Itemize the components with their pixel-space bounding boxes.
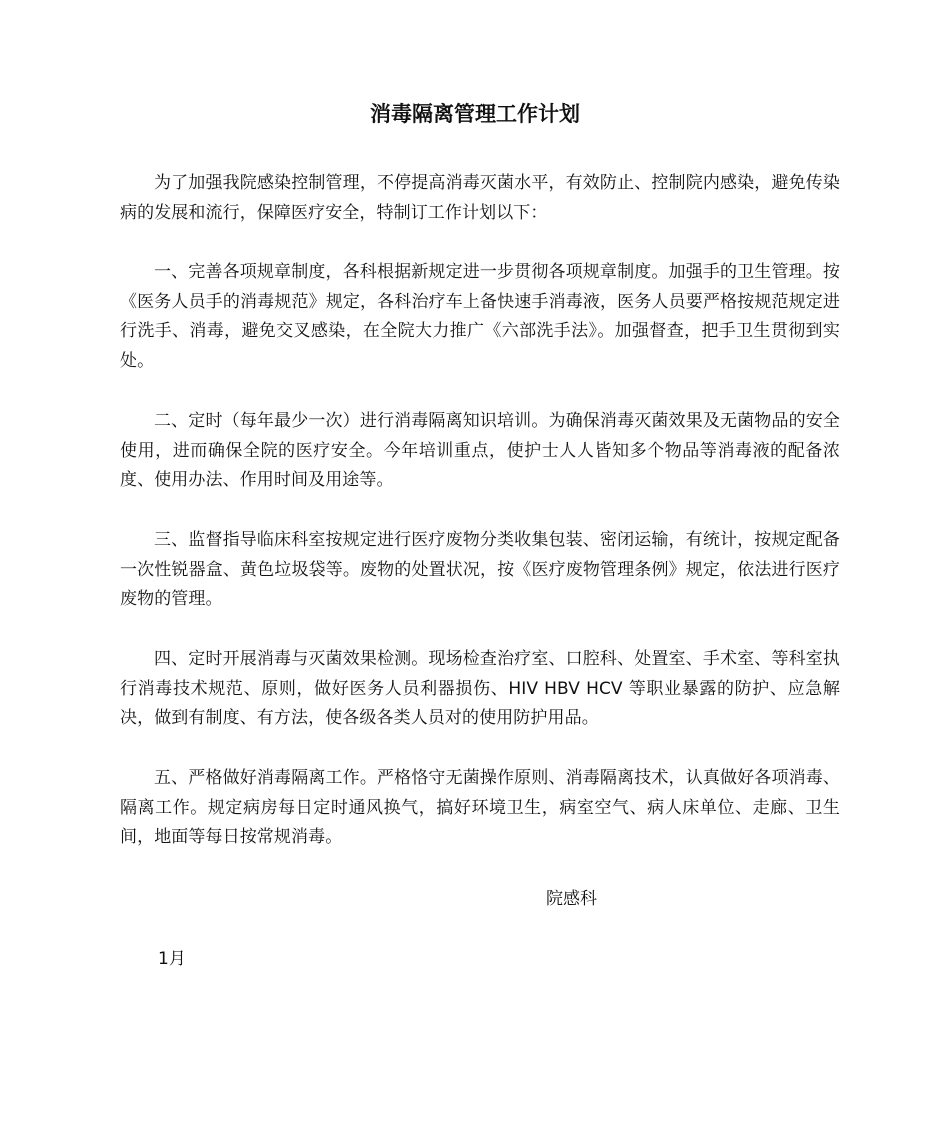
section-paragraph-3: 三、监督指导临床科室按规定进行医疗废物分类收集包装、密闭运输，有统计，按规定配备一次性锐器盒、黄色垃圾袋等。废物的处置状况，按《医疗废物管理条例》规定，依法进行医疗废物的管理。: [120, 530, 840, 609]
section-paragraph-2: 二、定时（每年最少一次）进行消毒隔离知识培训。为确保消毒灭菌效果及无菌物品的安全使用，进而确保全院的医疗安全。今年培训重点，使护士人人皆知多个物品等消毒液的配备浓度、使用办法、作用时间及用途等。: [120, 411, 840, 490]
section-paragraph-5: 五、严格做好消毒隔离工作。严格恪守无菌操作原则、消毒隔离技术，认真做好各项消毒、隔离工作。规定病房每日定时通风换气，搞好环境卫生，病室空气、病人床单位、走廊、卫生间，地面等每日按常规消毒。: [120, 768, 840, 847]
section-paragraph-1: 一、完善各项规章制度，各科根据新规定进一步贯彻各项规章制度。加强手的卫生管理。按《医务人员手的消毒规范》规定，各科治疗车上备快速手消毒液，医务人员要严格按规范规定进行洗手、消毒，避免交叉感染，在全院大力推广《六部洗手法》。加强督查，把手卫生贯彻到实处。: [120, 262, 840, 371]
section-paragraph-4: 四、定时开展消毒与灭菌效果检测。现场检查治疗室、口腔科、处置室、手术室、等科室执行消毒技术规范、原则，做好医务人员利器损伤、HIV HBV HCV 等职业暴露的防护、应急解决，做到有制度、有方法，使各级各类人员对的使用防护用品。: [120, 649, 840, 728]
signature-department: 院感科: [546, 889, 597, 909]
document-title: 消毒隔离管理工作计划: [370, 102, 580, 126]
document-date: 1月: [158, 949, 186, 969]
intro-paragraph: 为了加强我院感染控制管理，不停提高消毒灭菌水平，有效防止、控制院内感染，避免传染病的发展和流行，保障医疗安全，特制订工作计划以下：: [120, 173, 840, 223]
